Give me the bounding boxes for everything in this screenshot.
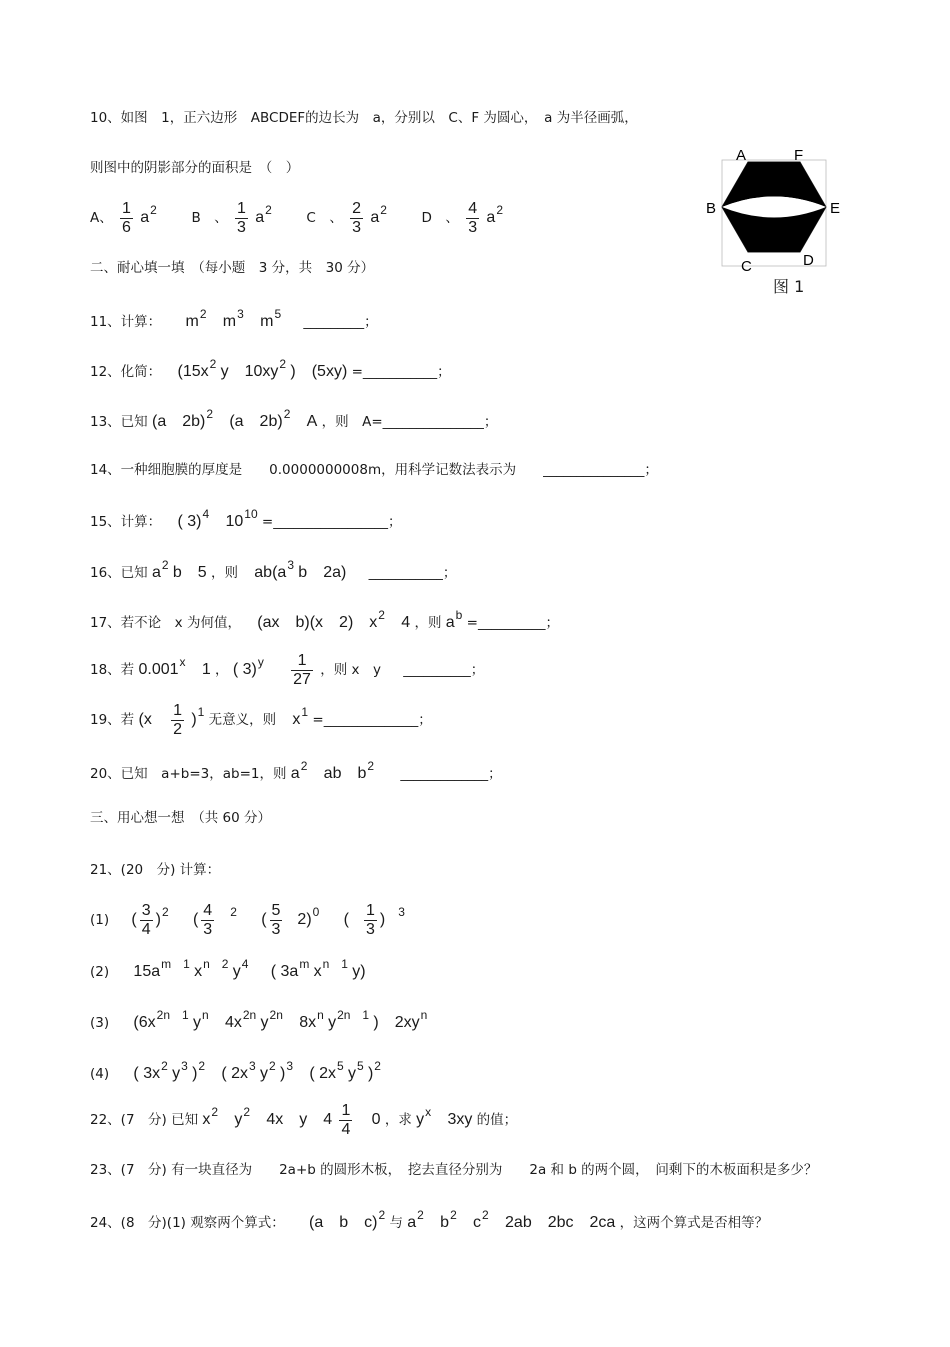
- q21-4-part2: y: [172, 1065, 181, 1082]
- q11-prefix: 11、计算：: [90, 314, 162, 330]
- q16-part1: a: [151, 564, 161, 581]
- q21-1-exp2: 2: [230, 905, 237, 919]
- question-21-1: (1) ( $\frac{3}{4}$ )2 ( $\frac{4}{3}$ 2 ( $\frac{5}{3}$ 2)0 ( $\frac{1}{3}$ ) 3: [90, 901, 405, 938]
- q21-3-exp1: 2n 1: [156, 1008, 189, 1022]
- q24-exp3: 2: [450, 1208, 457, 1222]
- q21-3-part3: 4x: [224, 1014, 242, 1031]
- q21-2-part2: x: [194, 963, 203, 980]
- q21-1-label: (1): [90, 912, 110, 928]
- question-21-3: [90, 1008, 428, 1033]
- q24-mid: 与: [389, 1215, 403, 1231]
- vertex-label-a: A: [736, 147, 747, 164]
- q23-text: 23、(7 分) 有一块直径为 2a+b 的圆形木板， 挖去直径分别为 2a 和 b 的两个圆， 问剩下的木板面积是多少？: [90, 1162, 818, 1178]
- q12-part3: ) (5xy): [290, 363, 348, 380]
- q22-exp2: 2: [243, 1105, 251, 1119]
- q21-3-exp6: 2n 1: [337, 1008, 370, 1022]
- q11-base3: m: [260, 313, 274, 330]
- q21-3-part4: y: [260, 1014, 269, 1031]
- q24-part4: c: [473, 1214, 482, 1231]
- option-b-exp: 2: [265, 203, 272, 217]
- vertex-label-f: F: [794, 147, 804, 164]
- q15-part1: ( 3): [177, 513, 202, 530]
- q21-3-part7: ) 2xy: [373, 1014, 420, 1031]
- vertex-label-c: C: [741, 258, 752, 275]
- vertex-label-d: D: [803, 252, 814, 269]
- q11-exp3: 5: [274, 307, 282, 321]
- vertex-label-e: E: [830, 200, 841, 217]
- q15-exp2: 10: [244, 507, 258, 521]
- q21-1-fraction4: $\frac{1}{3}$: [365, 901, 375, 938]
- figure-caption: 图 1: [773, 277, 805, 296]
- q22-exp1: 2: [211, 1105, 219, 1119]
- q12-part1: (15x: [177, 363, 209, 380]
- option-c-label: C 、: [306, 210, 343, 226]
- q22-exp5: x: [425, 1105, 432, 1119]
- q12-prefix: 12、化简：: [90, 364, 162, 380]
- q15-prefix: 15、计算：: [90, 514, 162, 530]
- q20-exp1: 2: [300, 759, 308, 773]
- option-a-exp: 2: [150, 203, 157, 217]
- option-c-var: a: [370, 209, 380, 226]
- q21-1-exp4: 3: [398, 905, 405, 919]
- q21-4-exp5: 2: [269, 1059, 276, 1073]
- q21-3-exp3: 2n: [242, 1008, 257, 1022]
- q18-mid: ，: [215, 662, 229, 678]
- q21-1-fraction3: $\frac{5}{3}$: [271, 901, 281, 938]
- q12-answer-blank[interactable]: =___________；: [351, 364, 451, 380]
- option-d-var: a: [486, 209, 496, 226]
- option-b-label: B 、: [191, 210, 228, 226]
- q16-part2: b 5: [172, 564, 207, 581]
- vertex-label-b: B: [706, 200, 717, 217]
- q21-4-part1: ( 3x: [133, 1065, 161, 1082]
- q13-exp2: 2: [283, 407, 291, 421]
- q14-text[interactable]: 14、一种细胞膜的厚度是 0.0000000008m，用科学记数法表示为 _______________；: [90, 462, 658, 478]
- q17-answer-blank[interactable]: =__________；: [466, 615, 559, 631]
- q21-3-part5: 8x: [299, 1014, 317, 1031]
- q16-exp1: 2: [161, 558, 169, 572]
- q19-exp3: 1: [301, 705, 309, 719]
- q21-4-part3: ): [192, 1065, 198, 1082]
- q22-part3: 4x y 4: [266, 1111, 333, 1128]
- q17-exp3: b: [455, 608, 463, 622]
- q19-answer-blank[interactable]: =______________；: [312, 712, 432, 728]
- q17-part2: 4: [401, 614, 411, 631]
- q13-prefix: 13、已知: [90, 414, 148, 430]
- q21-2-part6: y): [352, 963, 366, 980]
- q21-4-label: (4): [90, 1066, 110, 1082]
- question-13: [90, 407, 498, 432]
- q19-prefix: 19、若: [90, 712, 135, 728]
- option-b-var: a: [255, 209, 265, 226]
- q21-1-exp3: 0: [312, 905, 320, 919]
- q11-answer-blank[interactable]: _________；: [303, 314, 378, 330]
- q21-4-exp1: 2: [161, 1059, 168, 1073]
- q21-4-part7: ( 2x: [309, 1065, 336, 1082]
- q12-part2: y 10xy: [220, 363, 279, 380]
- question-20: [90, 759, 502, 784]
- question-16: [90, 558, 457, 583]
- option-a-label: A、: [90, 210, 113, 226]
- q21-4-exp6: 3: [286, 1059, 294, 1073]
- q20-answer-blank[interactable]: _____________；: [400, 766, 502, 782]
- q21-4-part6: ): [280, 1065, 286, 1082]
- q24-part1: (a b c): [309, 1214, 378, 1231]
- q19-fraction: $\frac{1}{2}$: [173, 701, 183, 738]
- q21-4-exp8: 5: [356, 1059, 364, 1073]
- q19-mid: 无意义，则: [208, 712, 277, 728]
- q10-line2: [90, 158, 299, 178]
- option-d-label: D 、: [421, 210, 459, 226]
- q21-2-part4: ( 3a: [270, 963, 299, 980]
- q21-3-part2: y: [192, 1014, 201, 1031]
- question-21-title: [90, 860, 220, 880]
- q24-suffix: ，这两个算式是否相等？: [619, 1215, 769, 1231]
- q17-part1: (ax b)(x 2) x: [257, 614, 378, 631]
- q21-4-part8: y: [347, 1065, 356, 1082]
- q10-line1-text: 10、如图 1，正六边形 ABCDEF的边长为 a，分别以 C、F 为圆心， a 为半径画弧，: [90, 110, 638, 126]
- option-d-exp: 2: [496, 203, 504, 217]
- q16-prefix: 16、已知: [90, 565, 148, 581]
- q22-suffix: 的值；: [476, 1112, 518, 1128]
- option-b-fraction: $\frac{1}{3}$: [237, 199, 246, 236]
- option-a-var: a: [140, 209, 150, 226]
- q15-answer-blank[interactable]: =_________________；: [261, 514, 402, 530]
- option-c-exp: 2: [380, 203, 387, 217]
- q24-exp1: 2: [378, 1208, 386, 1222]
- q22-prefix: 22、(7 分) 已知: [90, 1112, 199, 1128]
- question-15: [90, 507, 402, 532]
- q19-exp1: 1: [197, 705, 205, 719]
- q18-prefix: 18、若: [90, 662, 135, 678]
- q21-2-exp1: m 1: [161, 957, 190, 971]
- q17-prefix: 17、若不论 x 为何值，: [90, 615, 241, 631]
- q22-part4: 0: [371, 1111, 381, 1128]
- q21-1-fraction1: $\frac{3}{4}$: [141, 901, 151, 938]
- q13-answer-blank[interactable]: ，则 A=_______________；: [321, 414, 498, 430]
- q16-exp3: 3: [287, 558, 294, 572]
- q21-2-part5: x: [313, 963, 322, 980]
- section-3-title: [90, 808, 271, 828]
- q21-2-part3: y: [232, 963, 241, 980]
- q21-4-part9: ): [367, 1065, 374, 1082]
- q18-part4: ，则 x y: [320, 662, 381, 678]
- q13-exp1: 2: [206, 407, 214, 421]
- q10-line1: [90, 108, 638, 128]
- q22-mid: ，求: [384, 1112, 412, 1128]
- section-3-title-text: 三、用心想一想 （共 60 分）: [90, 810, 272, 826]
- q18-exp3: y: [257, 655, 264, 669]
- q24-exp4: 2: [482, 1208, 489, 1222]
- q18-fraction: $\frac{1}{27}$: [293, 651, 311, 688]
- q21-2-exp4: m: [299, 957, 310, 971]
- q22-fraction: $\frac{1}{4}$: [341, 1101, 351, 1138]
- q13-part1: (a 2b): [151, 413, 206, 430]
- q21-2-part1: 15a: [133, 963, 161, 980]
- q21-2-exp3: 4: [241, 957, 249, 971]
- q13-part3: A: [306, 413, 318, 430]
- q16-part4: b 2a): [298, 564, 347, 581]
- q18-part3: ( 3): [232, 661, 257, 678]
- question-23: [90, 1160, 817, 1180]
- q21-2-exp5: n 1: [322, 957, 348, 971]
- q13-part2: (a 2b): [229, 413, 283, 430]
- question-11: [90, 307, 378, 332]
- q21-3-exp4: 2n: [269, 1008, 283, 1022]
- q20-prefix: 20、已知 a+b=3，ab=1，则: [90, 766, 287, 782]
- q20-exp2: 2: [367, 759, 375, 773]
- q11-exp2: 3: [237, 307, 244, 321]
- q21-3-exp5: n: [317, 1008, 324, 1022]
- question-22: [90, 1098, 517, 1142]
- q21-4-part4: ( 2x: [221, 1065, 249, 1082]
- q19-part3: x: [292, 711, 301, 728]
- question-18: [90, 648, 484, 692]
- q12-exp1: 2: [209, 357, 217, 371]
- q11-base2: m: [222, 313, 237, 330]
- q16-part3: ab(a: [254, 564, 287, 581]
- q21-4-exp7: 5: [337, 1059, 344, 1073]
- question-21-4: [90, 1059, 381, 1084]
- q21-3-label: (3): [90, 1015, 110, 1031]
- q21-2-exp2: n 2: [203, 957, 229, 971]
- q21-3-exp7: n: [420, 1008, 428, 1022]
- q21-3-part1: (6x: [133, 1014, 156, 1031]
- q10-line2-text: 则图中的阴影部分的面积是 （ ）: [90, 160, 300, 176]
- q24-part5: 2ab 2bc 2ca: [505, 1214, 616, 1231]
- q11-exp1: 2: [199, 307, 207, 321]
- q17-exp1: 2: [378, 608, 385, 622]
- q20-part1: a: [290, 765, 300, 782]
- q21-2-label: (2): [90, 964, 110, 980]
- q16-mid: ，则: [210, 565, 238, 581]
- q21-4-exp4: 3: [249, 1059, 256, 1073]
- q24-part3: b: [440, 1214, 450, 1231]
- question-19: [90, 698, 432, 742]
- q21-1-part3: 2): [297, 911, 312, 928]
- section-2-title: [90, 258, 374, 278]
- q18-part1: 0.001: [138, 661, 179, 678]
- question-12: [90, 357, 451, 382]
- q21-1-fraction2: $\frac{4}{3}$: [203, 901, 213, 938]
- q24-prefix: 24、(8 分)(1) 观察两个算式：: [90, 1215, 285, 1231]
- question-14: [90, 460, 658, 480]
- section-2-title-text: 二、耐心填一填 （每小题 3 分，共 30 分）: [90, 260, 375, 276]
- q10-options: [90, 198, 503, 238]
- shaded-region-bottom: [722, 207, 826, 252]
- q22-part6: 3xy: [447, 1111, 473, 1128]
- q21-4-exp2: 3: [181, 1059, 188, 1073]
- question-24: [90, 1208, 769, 1233]
- q16-answer-blank[interactable]: ___________；: [368, 565, 457, 581]
- q17-mid: ，则: [414, 615, 442, 631]
- q18-part2: 1: [201, 661, 211, 678]
- option-d-fraction: $\frac{4}{3}$: [468, 199, 478, 236]
- question-21-2: [90, 957, 366, 982]
- q21-4-exp9: 2: [374, 1059, 381, 1073]
- q24-part2: a: [407, 1214, 417, 1231]
- question-17: [90, 608, 559, 633]
- q21-1-exp1: 2: [161, 905, 169, 919]
- q17-part3: a: [445, 614, 455, 631]
- q22-part1: x: [202, 1111, 211, 1128]
- q24-exp2: 2: [417, 1208, 424, 1222]
- q19-part1: (x: [138, 711, 152, 728]
- q21-3-exp2: n: [201, 1008, 209, 1022]
- option-c-fraction: $\frac{2}{3}$: [352, 199, 362, 236]
- q21-title-text: 21、(20 分) 计算：: [90, 862, 221, 878]
- q22-part5: y: [416, 1111, 425, 1128]
- q21-4-part5: y: [260, 1065, 269, 1082]
- option-a-fraction: $\frac{1}{6}$: [122, 199, 131, 236]
- q15-part2: 10: [225, 513, 244, 530]
- q22-part2: y: [234, 1111, 243, 1128]
- q20-part2: ab b: [323, 765, 367, 782]
- q11-base1: m: [185, 313, 199, 330]
- q15-exp1: 4: [202, 507, 210, 521]
- q19-part2: ): [191, 711, 197, 728]
- q21-4-exp3: 2: [198, 1059, 206, 1073]
- q18-answer-blank[interactable]: __________；: [403, 662, 485, 678]
- q12-exp2: 2: [279, 357, 287, 371]
- q18-exp1: x: [179, 655, 186, 669]
- q21-3-part6: y: [328, 1014, 337, 1031]
